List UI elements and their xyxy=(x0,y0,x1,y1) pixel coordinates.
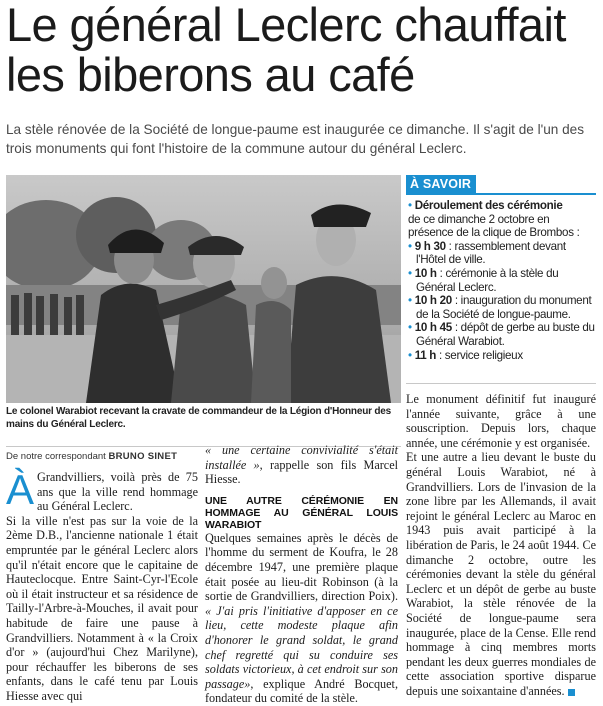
end-mark-icon xyxy=(568,689,575,696)
col1-intro: Grandvilliers, voilà près de 75 ans que la ville rend hommage au Général Leclerc. xyxy=(37,470,198,514)
article-column-3 xyxy=(406,392,596,698)
photo-caption: Le colonel Warabiot recevant la cravate de commandeur de la Légion d'Honneur des mains du Général Leclerc. xyxy=(6,406,392,430)
a-savoir-box xyxy=(406,175,596,362)
bullet-icon: • xyxy=(408,239,412,253)
bullet-icon: • xyxy=(408,266,412,280)
col2-quote-2: « J'ai pris l'initiative d'apposer en ce lieu, cette modeste plaque afin d'honorer le grand soldat, le grand chef regretté qui su conduire ses soldats victorieux, à cet endroit sur son passage» xyxy=(205,603,398,691)
historical-photo xyxy=(6,175,401,403)
schedule-item: • 9 h 30 : rassemblement devant l'Hôtel de ville. xyxy=(408,239,566,267)
a-savoir-intro: de ce dimanche 2 octobre en présence de la clique de Brombos : xyxy=(408,212,580,240)
photo-illustration xyxy=(6,175,401,403)
article-lede: La stèle rénovée de la Société de longue-paume est inaugurée ce dimanche. Il s'agit de l'un des trois monuments qui font l'histoire de la commune autour du général Leclerc. xyxy=(6,122,585,156)
col3-paragraph-2: Et une autre a lieu devant le buste du général Louis Warabiot, né à Grandvilliers. Lors de l'invasion de la zone libre par les Allemands, il avait rejoint le général Leclerc au Maroc en 1943 puis avait participé à la libération de Paris, le 24 août 1944. Ce dimanche 2 octobre, outre les cérémonies devant la stèle du général Leclerc et un dépôt de gerbe au buste Warabiot, la stèle rénovée de la Société de longue-paume sera inaugurée, place de la Cense. Elle rend hommage à cinq membres morts pendant les deux guerres mondiales de cette association sportive disparue depuis une soixantaine d'années. xyxy=(406,450,596,698)
col3-paragraph-1: Le monument définitif fut inauguré l'année suivante, grâce à une souscription. Depuis lors, chaque année, une cérémonie y est organisée. xyxy=(406,392,596,450)
headline-line-1: Le général Leclerc chauffait xyxy=(6,0,566,51)
schedule-item: • 10 h : cérémonie à la stèle du Général Leclerc. xyxy=(408,266,559,294)
col1-paragraph: Si la ville n'est pas sur la voie de la 2ème D.B., l'ancienne nationale 1 était empruntée par le général Leclerc alors qu'il n'était encore que le capitaine de Hauteclocque. Entre Saint-Cyr-l'Ecole où il était instructeur et sa résidence de Tailly-l'Arbre-à-Mouches, il avait pour habitude de faire une pause à Grandvilliers. Notamment à « la Croix d'or » (aujourd'hui Chez Marilyne), pour réchauffer les biberons de ses enfants, dans le café tenu par Louis Hiesse avec qui xyxy=(6,513,198,703)
col2-quote: « une certaine convivialité s'était installée » xyxy=(205,443,398,472)
bullet-icon: • xyxy=(408,199,412,212)
bullet-icon: • xyxy=(408,348,412,362)
headline-line-2: les biberons au café xyxy=(6,48,415,101)
article-column-1 xyxy=(6,466,198,704)
bullet-icon: • xyxy=(408,321,412,335)
byline-name: BRUNO SINET xyxy=(108,451,178,462)
section-subhead: UNE AUTRE CÉRÉMONIE EN HOMMAGE AU GÉNÉRAL LOUIS WARABIOT xyxy=(205,494,398,531)
schedule-item: • 10 h 45 : dépôt de gerbe au buste du Général Warabiot. xyxy=(408,321,595,348)
dropcap: À xyxy=(6,466,35,513)
headline xyxy=(6,0,601,100)
bullet-icon: • xyxy=(408,294,412,308)
a-savoir-tag: À SAVOIR xyxy=(406,175,476,193)
box-divider xyxy=(406,383,596,384)
a-savoir-title: Déroulement des cérémonie xyxy=(414,199,563,212)
col2-text-end: , explique André Bocquet, fondateur du comité de la stèle. xyxy=(205,676,398,706)
schedule-item: • 11 h : service religieux xyxy=(408,348,523,362)
schedule-item: • 10 h 20 : inauguration du monument de la Société de longue-paume. xyxy=(408,294,592,321)
byline-prefix: De notre correspondant xyxy=(6,451,106,462)
byline xyxy=(6,451,177,462)
col2-quote-attribution: , rappelle son fils Marcel Hiesse. xyxy=(205,457,399,487)
col2-text-start: Quelques semaines après le décès de l'homme du serment de Koufra, le 28 décembre 1947, une première plaque était posée au lieu-dit Robinson (à la sortie de Grandvilliers, direction Poix). xyxy=(205,530,398,604)
article-column-2 xyxy=(205,443,398,706)
